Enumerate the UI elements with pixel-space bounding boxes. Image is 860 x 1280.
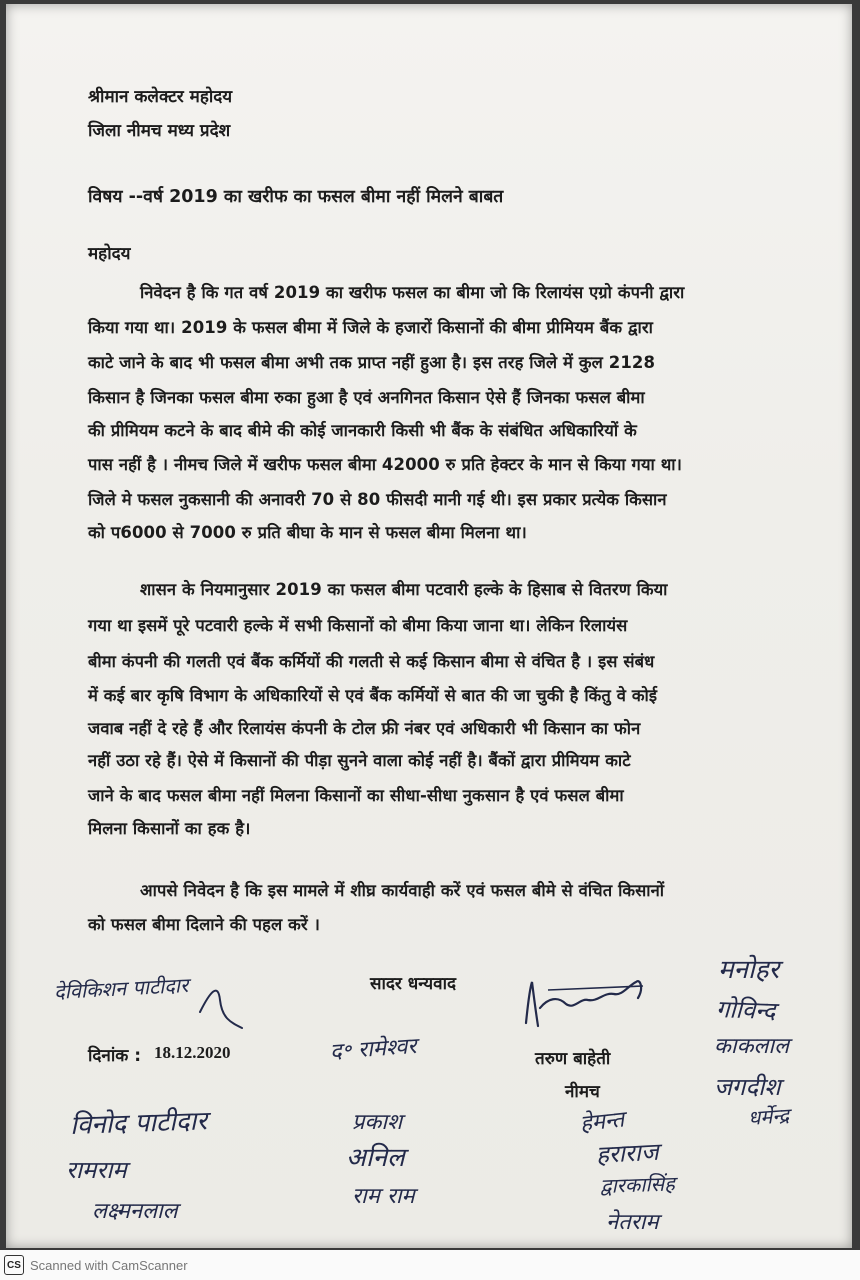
- para1-line: काटे जाने के बाद भी फसल बीमा अभी तक प्राप्त नहीं हुआ है। इस तरह जिले में कुल 2128: [88, 353, 656, 372]
- handwritten-name: गोविन्द: [715, 995, 776, 1026]
- handwritten-name: अनिल: [346, 1143, 405, 1173]
- handwritten-name: राम राम: [352, 1184, 415, 1209]
- handwritten-signature: देविकिशन पाटीदार: [53, 972, 189, 1004]
- signatory-name: तरुण बाहेती: [535, 1049, 611, 1069]
- para3-line: को फसल बीमा दिलाने की पहल करें ।: [88, 915, 320, 934]
- para1-line: की प्रीमियम कटने के बाद बीमे की कोई जानकारी किसी भी बैंक के संबंधित अधिकारियों के: [88, 421, 637, 440]
- main-signature-scribble: [518, 968, 658, 1038]
- para1-line: जिले मे फसल नुकसानी की अनावरी 70 से 80 फीसदी मानी गई थी। इस प्रकार प्रत्येक किसान: [88, 490, 667, 509]
- handwritten-name: विनोद पाटीदार: [69, 1106, 208, 1141]
- handwritten-name: द्वारकासिंह: [599, 1171, 676, 1198]
- para1-line: किसान है जिनका फसल बीमा रुका हुआ है एवं अनगिनत किसान ऐसे हैं जिनका फसल बीमा: [88, 388, 645, 407]
- closing-thanks: सादर धन्यवाद: [370, 974, 457, 994]
- signatory-place: नीमच: [565, 1082, 600, 1102]
- para2-line: मिलना किसानों का हक है।: [88, 819, 251, 838]
- para2-line: जाने के बाद फसल बीमा नहीं मिलना किसानों का सीधा-सीधा नुकसान है एवं फसल बीमा: [88, 786, 624, 805]
- handwritten-name: लक्ष्मनलाल: [92, 1199, 178, 1224]
- scanner-watermark-bar: [0, 1250, 860, 1280]
- para2-line: में कई बार कृषि विभाग के अधिकारियों से एवं बैंक कर्मियों से बात की जा चुकी है किंतु वे कोई: [88, 686, 658, 705]
- handwritten-name: हेमन्त: [578, 1107, 626, 1137]
- para2-line: नहीं उठा रहे हैं। ऐसे में किसानों की पीड़ा सुनने वाला कोई नहीं है। बैंकों द्वारा प्रीमियम काटे: [88, 751, 631, 770]
- handwritten-signature: द॰ रामेश्वर: [329, 1033, 418, 1065]
- signature-flourish: [190, 972, 260, 1032]
- recipient-line-1: श्रीमान कलेक्टर महोदय: [88, 87, 233, 107]
- subject-line: विषय --वर्ष 2019 का खरीफ का फसल बीमा नहीं मिलने बाबत: [88, 187, 504, 207]
- para1-line: निवेदन है कि गत वर्ष 2019 का खरीफ फसल का बीमा जो कि रिलायंस एग्रो कंपनी द्वारा: [140, 283, 685, 302]
- para2-line: गया था इसमें पूरे पटवारी हल्के में सभी किसानों को बीमा किया जाना था। लेकिन रिलायंस: [88, 616, 628, 635]
- para1-line: को प6000 से 7000 रु प्रति बीघा के मान से फसल बीमा मिलना था।: [88, 523, 527, 542]
- handwritten-name: मनोहर: [718, 955, 780, 985]
- handwritten-name: जगदीश: [714, 1073, 781, 1101]
- date-value: 18.12.2020: [154, 1043, 231, 1062]
- para2-line: बीमा कंपनी की गलती एवं बैंक कर्मियों की गलती से कई किसान बीमा से वंचित है । इस संबंध: [88, 652, 655, 671]
- para1-line: किया गया था। 2019 के फसल बीमा में जिले के हजारों किसानों की बीमा प्रीमियम बैंक द्वारा: [88, 318, 653, 337]
- recipient-line-2: जिला नीमच मध्य प्रदेश: [88, 121, 231, 141]
- handwritten-name: धर्मेन्द्र: [747, 1103, 790, 1130]
- camscanner-logo-icon: CS: [4, 1255, 24, 1275]
- handwritten-name: प्रकाश: [352, 1110, 403, 1135]
- salutation: महोदय: [88, 244, 131, 264]
- para2-line: जवाब नहीं दे रहे हैं और रिलायंस कंपनी के टोल फ्री नंबर एवं अधिकारी भी किसान का फोन: [88, 719, 641, 738]
- handwritten-name: काकलाल: [714, 1034, 790, 1059]
- handwritten-name: हराराज: [595, 1137, 660, 1169]
- para2-line: शासन के नियमानुसार 2019 का फसल बीमा पटवारी हल्के के हिसाब से वितरण किया: [140, 580, 668, 599]
- para1-line: पास नहीं है । नीमच जिले में खरीफ फसल बीमा 42000 रु प्रति हेक्टर के मान से किया गया था।: [88, 455, 683, 474]
- date-label: दिनांक :: [88, 1046, 142, 1066]
- handwritten-name: रामराम: [66, 1156, 127, 1184]
- handwritten-name: नेतराम: [606, 1210, 659, 1235]
- para3-line: आपसे निवेदन है कि इस मामले में शीघ्र कार्यवाही करें एवं फसल बीमे से वंचित किसानों: [140, 881, 665, 900]
- scanner-watermark-label: Scanned with CamScanner: [30, 1257, 188, 1273]
